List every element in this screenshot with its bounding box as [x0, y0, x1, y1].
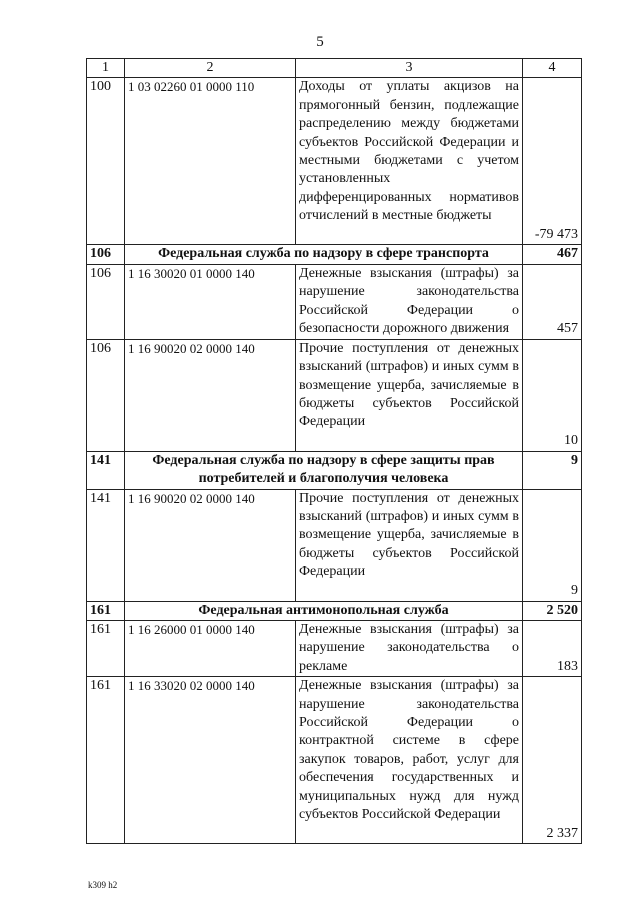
- admin-code: 106: [87, 339, 125, 451]
- agency-name: Федеральная служба по надзору в сфере защиты прав потребителей и благополучия человека: [125, 451, 523, 489]
- revenue-description: Денежные взыскания (штрафы) за нарушение законодательства Российской Федерации о безопасности дорожного движения: [296, 264, 523, 339]
- table-row: [87, 621, 582, 677]
- revenue-description: Денежные взыскания (штрафы) за нарушение законодательства о рекламе: [296, 621, 523, 677]
- amount: 183: [523, 621, 582, 677]
- admin-code: 100: [87, 78, 125, 245]
- header-col-1: 1: [87, 59, 125, 78]
- budget-table: [86, 58, 582, 844]
- revenue-code: 1 16 90020 02 0000 140: [125, 489, 296, 601]
- revenue-code: 1 16 30020 01 0000 140: [125, 264, 296, 339]
- revenue-code: 1 16 33020 02 0000 140: [125, 677, 296, 844]
- group-total: 9: [523, 451, 582, 489]
- revenue-description: Доходы от уплаты акцизов на прямогонный бензин, подлежащие распределению между бюджетами субъектов Российской Федерации и местными бюджетами с учетом установленных дифференцированных нормативов отчислений в местные бюджеты: [296, 78, 523, 245]
- header-col-3: 3: [296, 59, 523, 78]
- page-number: 5: [316, 34, 324, 50]
- revenue-description: Прочие поступления от денежных взысканий (штрафов) и иных сумм в возмещение ущерба, зачисляемые в бюджеты субъектов Российской Федерации: [296, 339, 523, 451]
- table-row: [87, 677, 582, 844]
- group-total: 467: [523, 245, 582, 264]
- table-row: [87, 339, 582, 451]
- admin-code: 161: [87, 621, 125, 677]
- table-row: [87, 264, 582, 339]
- revenue-code: 1 16 26000 01 0000 140: [125, 621, 296, 677]
- amount: 10: [523, 339, 582, 451]
- group-total: 2 520: [523, 601, 582, 620]
- revenue-code: 1 03 02260 01 0000 110: [125, 78, 296, 245]
- amount: 9: [523, 489, 582, 601]
- group-row: [87, 601, 582, 620]
- agency-name: Федеральная антимонопольная служба: [125, 601, 523, 620]
- revenue-code: 1 16 90020 02 0000 140: [125, 339, 296, 451]
- amount: 457: [523, 264, 582, 339]
- revenue-description: Прочие поступления от денежных взысканий (штрафов) и иных сумм в возмещение ущерба, зачисляемые в бюджеты субъектов Российской Федерации: [296, 489, 523, 601]
- admin-code: 106: [87, 264, 125, 339]
- amount: 2 337: [523, 677, 582, 844]
- table-row: [87, 489, 582, 601]
- group-row: [87, 451, 582, 489]
- table-header-row: [87, 59, 582, 78]
- admin-code: 106: [87, 245, 125, 264]
- agency-name: Федеральная служба по надзору в сфере транспорта: [125, 245, 523, 264]
- revenue-description: Денежные взыскания (штрафы) за нарушение законодательства Российской Федерации о контрактной системе в сфере закупок товаров, работ, услуг для обеспечения государственных и муниципальных нужд для нужд субъектов Российской Федерации: [296, 677, 523, 844]
- table-row: [87, 78, 582, 245]
- amount: -79 473: [523, 78, 582, 245]
- document-code: k309 h2: [88, 880, 118, 890]
- admin-code: 141: [87, 451, 125, 489]
- admin-code: 141: [87, 489, 125, 601]
- header-col-2: 2: [125, 59, 296, 78]
- header-col-4: 4: [523, 59, 582, 78]
- group-row: [87, 245, 582, 264]
- admin-code: 161: [87, 677, 125, 844]
- admin-code: 161: [87, 601, 125, 620]
